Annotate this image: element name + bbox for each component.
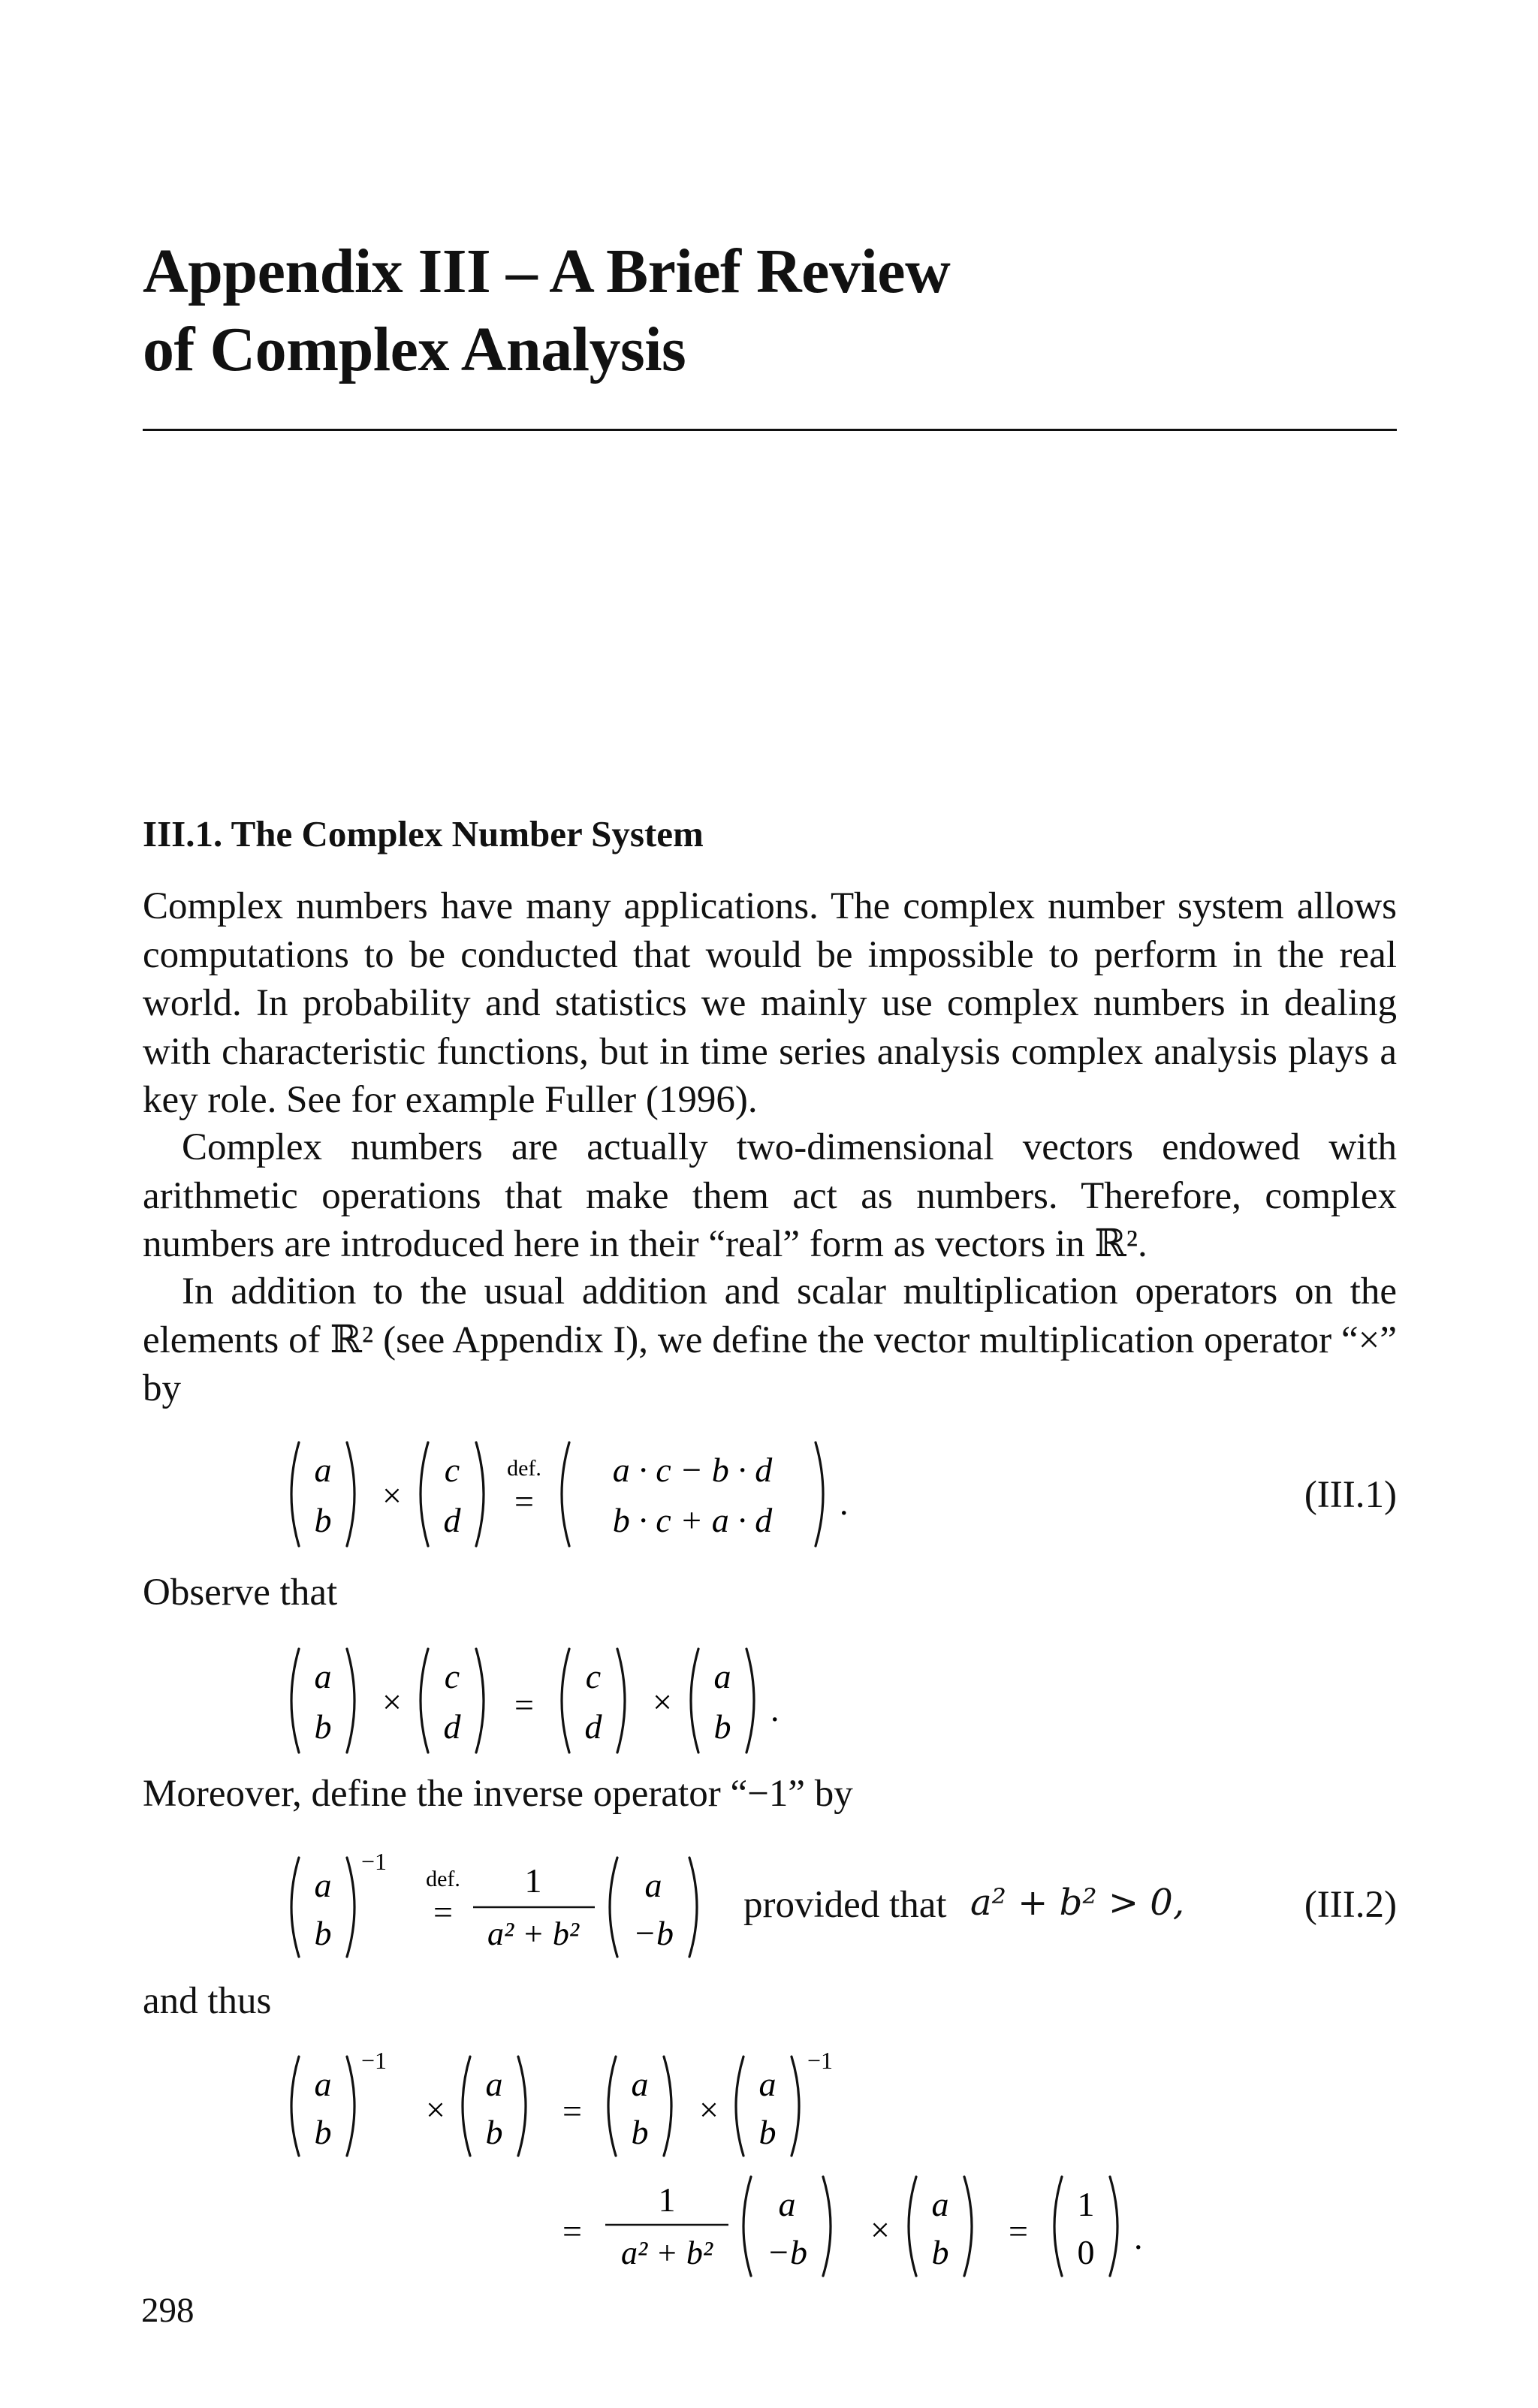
svg-text:b: b (314, 1707, 332, 1746)
svg-text:b: b (314, 2113, 332, 2151)
page-number: 298 (141, 2291, 195, 2330)
text-moreover: Moreover, define the inverse operator “−1” by (143, 1773, 853, 1815)
svg-text:b: b (713, 1707, 731, 1746)
equation-number-III-2: (III.2) (1304, 1884, 1397, 1926)
svg-text:a: a (485, 2065, 503, 2103)
svg-text:b: b (314, 1501, 332, 1539)
svg-text:def.: def. (507, 1456, 541, 1481)
svg-text:1: 1 (524, 1861, 542, 1900)
svg-text:d: d (584, 1707, 602, 1746)
paragraph-3: In addition to the usual addition and scalar multiplication operators on the elements of ℝ² (see Appendix I), we define the vector multiplication operator “×” by (143, 1270, 1397, 1409)
text-and-thus: and thus (143, 1980, 272, 2022)
svg-text:b: b (758, 2113, 777, 2151)
title-rule (143, 429, 1397, 431)
svg-text:−1: −1 (360, 2047, 388, 2074)
text-observe-that: Observe that (143, 1572, 338, 1614)
svg-text:a: a (778, 2185, 796, 2223)
svg-text:b: b (931, 2233, 949, 2271)
svg-text:b · c + a · d: b · c + a · d (612, 1501, 773, 1539)
svg-text:=: = (562, 2092, 582, 2130)
svg-text:−1: −1 (360, 1848, 388, 1875)
svg-text:d: d (443, 1707, 461, 1746)
svg-text:c: c (444, 1657, 460, 1695)
svg-text:a: a (631, 2065, 649, 2103)
svg-text:.: . (840, 1484, 849, 1522)
svg-text:.: . (1134, 2218, 1143, 2256)
svg-text:×: × (699, 2090, 719, 2129)
svg-text:−b: −b (632, 1914, 674, 1952)
svg-text:=: = (514, 1686, 534, 1724)
svg-text:a² + b²: a² + b² (487, 1915, 580, 1952)
svg-text:a: a (314, 1866, 332, 1904)
chapter-title-line-1: Appendix III – A Brief Review (143, 237, 951, 306)
svg-text:c: c (585, 1657, 602, 1695)
svg-text:×: × (653, 1683, 672, 1721)
svg-text:−1: −1 (807, 2047, 834, 2074)
svg-text:a: a (713, 1657, 731, 1695)
equation-III-1 (285, 1438, 886, 1551)
svg-text:b: b (485, 2113, 503, 2151)
svg-text:1: 1 (658, 2180, 676, 2219)
paragraph-2: Complex numbers are actually two-dimensional vectors endowed with arithmetic operations that make them act as numbers. Therefore, complex numbers are introduced here in their “real” form as vectors in ℝ². (143, 1126, 1397, 1265)
svg-text:×: × (382, 1476, 402, 1514)
svg-text:a: a (314, 2065, 332, 2103)
condition-positive-norm: a² + b² > 0, (970, 1882, 1185, 1924)
equation-inverse-product (285, 2046, 1187, 2286)
chapter-title (143, 233, 1374, 389)
svg-text:=: = (1009, 2212, 1028, 2250)
svg-text:=: = (514, 1482, 534, 1520)
svg-text:1: 1 (1077, 2185, 1095, 2223)
svg-text:a: a (314, 1451, 332, 1489)
svg-text:a: a (644, 1866, 662, 1904)
text-provided-that: provided that (743, 1884, 947, 1926)
svg-text:d: d (443, 1501, 461, 1539)
svg-text:×: × (426, 2090, 445, 2129)
svg-text:def.: def. (426, 1867, 460, 1891)
svg-text:.: . (771, 1690, 780, 1728)
section-heading: III.1. The Complex Number System (143, 813, 704, 854)
svg-text:a · c − b · d: a · c − b · d (612, 1451, 773, 1489)
svg-text:−b: −b (766, 2233, 808, 2271)
svg-text:b: b (631, 2113, 649, 2151)
chapter-title-line-2: of Complex Analysis (143, 315, 686, 384)
svg-text:a: a (931, 2185, 949, 2223)
svg-text:a² + b²: a² + b² (620, 2235, 713, 2271)
svg-text:0: 0 (1077, 2233, 1095, 2271)
svg-text:=: = (562, 2212, 582, 2250)
equation-III-2 (285, 1847, 751, 1960)
paragraph-1: Complex numbers have many applications. The complex number system allows computations to be conducted that would be impossible to perform in the real world. In probability and statistics we mainly use complex numbers in dealing with characteristic functions, but in time series analysis complex analysis plays a key role. See for example Fuller (1996). (143, 885, 1397, 1121)
svg-text:a: a (314, 1657, 332, 1695)
svg-text:c: c (444, 1451, 460, 1489)
svg-text:×: × (382, 1683, 402, 1721)
svg-text:a: a (758, 2065, 777, 2103)
svg-text:=: = (433, 1893, 453, 1931)
equation-commutativity (285, 1644, 856, 1757)
svg-text:b: b (314, 1914, 332, 1952)
svg-text:×: × (870, 2211, 890, 2249)
equation-number-III-1: (III.1) (1304, 1474, 1397, 1516)
